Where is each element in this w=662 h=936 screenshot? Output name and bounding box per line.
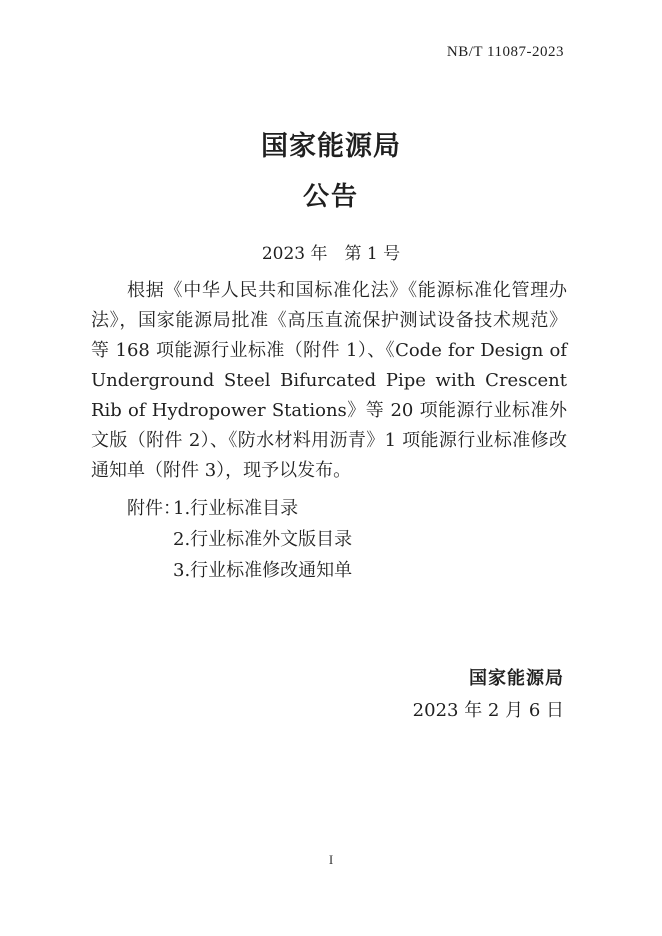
attachment-line (127, 555, 567, 586)
page-number: I (328, 852, 334, 867)
standard-doc-number: NB/T 11087-2023 (446, 44, 564, 60)
announcement-title: 公告 (302, 181, 359, 211)
attachment-item: 2.行业标准外文版目录 (173, 529, 353, 550)
attachments-label: 附件： (127, 498, 181, 519)
body-paragraph: 根据《中华人民共和国标准化法》《能源标准化管理办法》，国家能源局批准《高压直流保护测试设备技术规范》等 168 项能源行业标准（附件 1）、《Code for Design of Underground Steel Bifurcated Pipe with Crescent Rib of Hydropower Stations》等 20 项能源行业标准外文版（附件 2）、《防水材料用沥青》1 项能源行业标准修改通知单（附件 3），现予以发布。 (91, 280, 567, 481)
attachments-list (127, 493, 567, 586)
issue-number-line: 2023 年 第 1 号 (261, 244, 401, 264)
agency-title: 国家能源局 (261, 131, 401, 161)
attachment-item: 1.行业标准目录 (173, 498, 299, 519)
document-body (91, 276, 567, 586)
signature-issuer: 国家能源局 (469, 668, 564, 688)
attachment-item: 3.行业标准修改通知单 (173, 560, 353, 581)
attachment-line (127, 493, 567, 524)
attachment-line (127, 524, 567, 555)
signature-date: 2023 年 2 月 6 日 (412, 700, 564, 721)
